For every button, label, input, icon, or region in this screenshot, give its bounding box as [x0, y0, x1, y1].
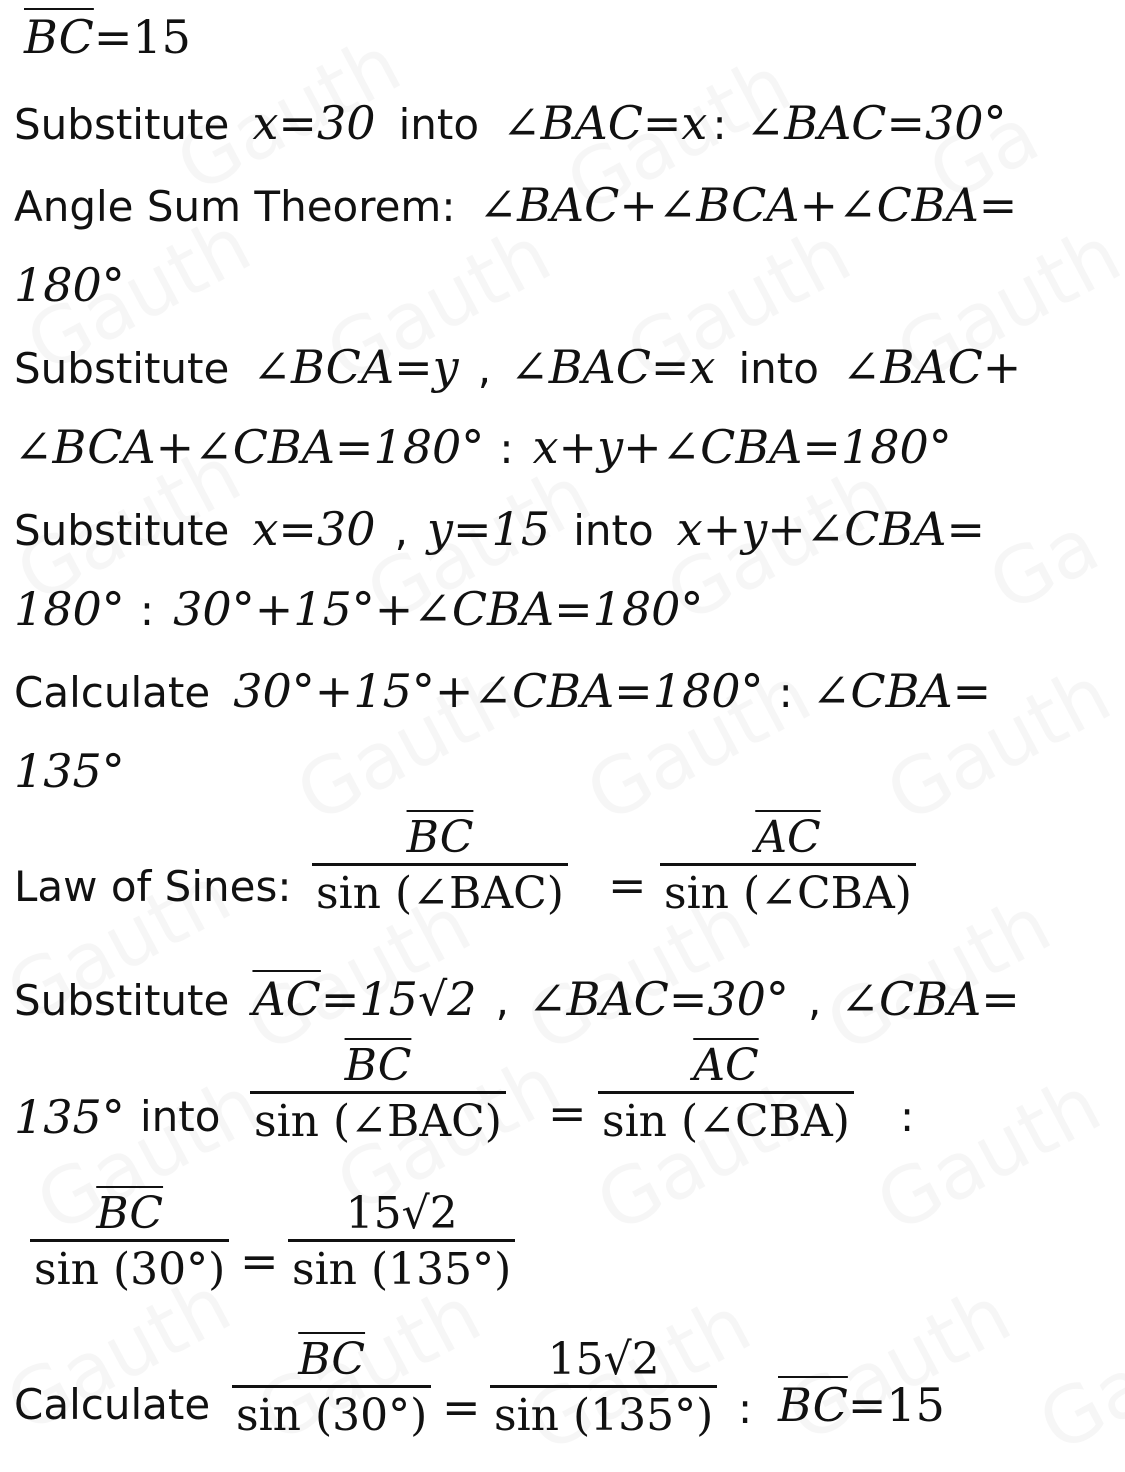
line-135: 135°	[14, 744, 125, 798]
line-sum-expression: ∠BCA+∠CBA=180° : x+y+∠CBA=180°	[14, 420, 952, 474]
fraction-bc-sin30: $\frac{\overline{BC}}{\sin (30^\circ)}$	[30, 1188, 229, 1295]
law-of-sines-label: Law of Sines:	[14, 862, 292, 911]
line-numeric-sum: 180° : 30°+15°+∠CBA=180°	[14, 582, 704, 636]
line-substitute-bca: Substitute ∠BCA=y , ∠BAC=x into ∠BAC+	[14, 340, 1022, 394]
line-calculate-cba: Calculate 30°+15°+∠CBA=180° : ∠CBA=	[14, 664, 992, 718]
final-result: $\overline{BC}=15$	[778, 1378, 945, 1432]
fraction-ac-sin-cba-2: $\overline{AC}$ sin (∠CBA)	[598, 1040, 854, 1147]
line-substitute-x: Substitute x=30 into ∠BAC=x : ∠BAC=30°	[14, 96, 1007, 150]
colon: :	[738, 1384, 753, 1433]
fraction-bc-sin-bac-2: $\overline{BC}$ sin (∠BAC)	[250, 1040, 506, 1147]
colon: :	[900, 1092, 915, 1141]
into-label: into	[140, 1092, 221, 1141]
fraction-bc-sin-bac: $\overline{BC}$ sin (∠BAC)	[312, 812, 568, 919]
line-180: 180°	[14, 258, 125, 312]
fraction-bc-sin30-2: $\frac{\overline{BC}}{\sin (30^\circ)}$	[232, 1334, 431, 1441]
equals-sign: =	[442, 1380, 481, 1434]
watermark	[863, 1059, 1115, 1250]
fraction-152-sin135-2: $\frac{15√2}{\sin (135^\circ)}$	[490, 1334, 717, 1441]
equals-sign: =	[608, 858, 647, 912]
equals-sign: =	[548, 1086, 587, 1140]
watermark	[975, 500, 1113, 630]
line-angle-sum: Angle Sum Theorem: ∠BAC+∠BCA+∠CBA=	[14, 178, 1018, 232]
line-result-top: $\overline{BC}=15$	[24, 10, 191, 64]
fraction-152-sin135: $\frac{15√2}{\sin (135^\circ)}$	[288, 1188, 515, 1295]
fraction-ac-sin-cba: $\overline{AC}$ sin (∠CBA)	[660, 812, 916, 919]
calculate-label: Calculate	[14, 1380, 211, 1429]
line-substitute-ac: Substitute $\overline{AC}=15√2$ , ∠BAC=30° , ∠CBA=	[14, 972, 1020, 1026]
equals-sign: =	[240, 1234, 279, 1288]
value-135: 135°	[14, 1090, 125, 1144]
line-substitute-values: Substitute x=30 , y=15 into x+y+∠CBA=	[14, 502, 986, 556]
watermark	[1025, 1340, 1125, 1470]
